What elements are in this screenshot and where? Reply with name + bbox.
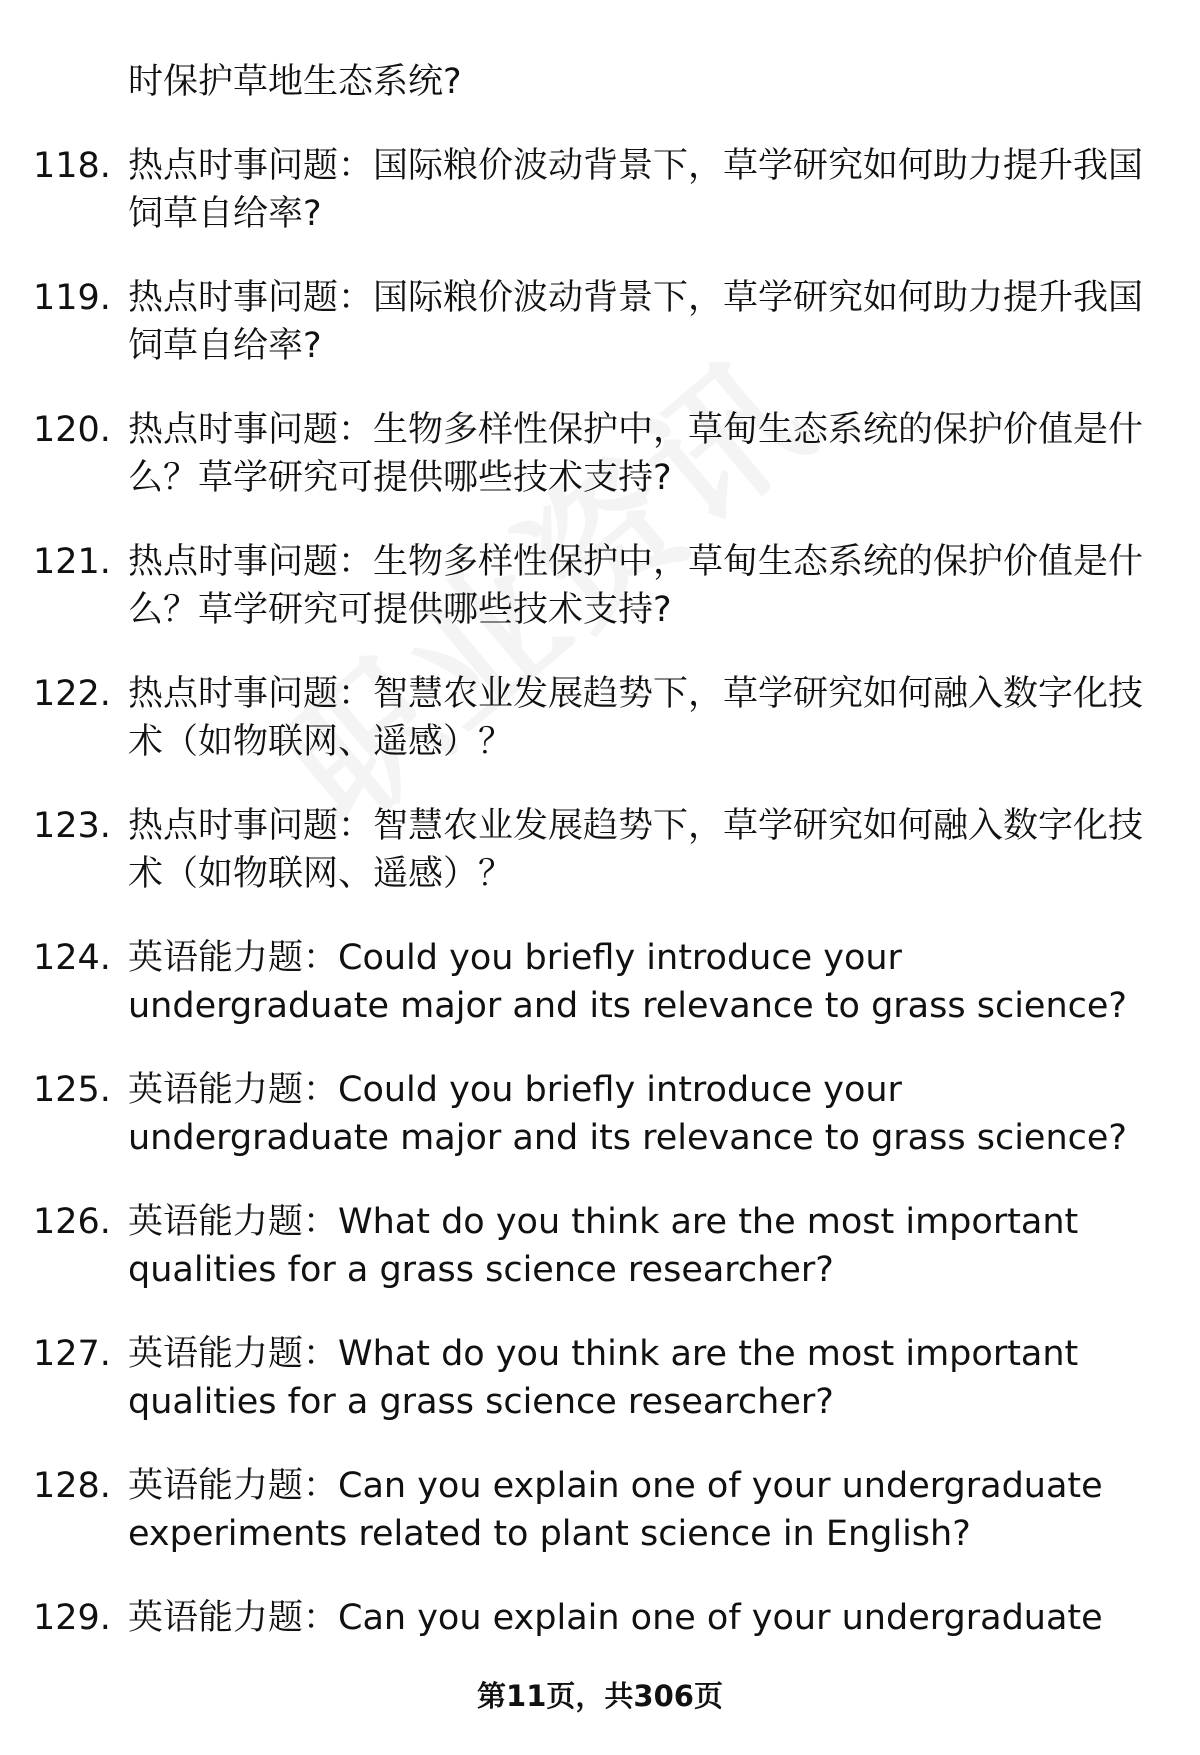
question-text: 热点时事问题：生物多样性保护中，草甸生态系统的保护价值是什么？草学研究可提供哪些技术支持?	[128, 542, 1144, 630]
question-number: 127.	[33, 1334, 111, 1374]
question-item	[0, 538, 1200, 670]
question-text: 英语能力题：What do you think are the most important qualities for a grass science researcher?	[128, 1202, 1079, 1290]
question-item	[0, 1462, 1200, 1594]
question-number: 120.	[33, 410, 111, 450]
question-text: 英语能力题：Can you explain one of your undergraduate experiments related to plant science in English?	[128, 1466, 1103, 1554]
question-item	[0, 274, 1200, 406]
question-text: 热点时事问题：智慧农业发展趋势下，草学研究如何融入数字化技术（如物联网、遥感）？	[128, 806, 1144, 894]
question-item	[0, 1330, 1200, 1462]
question-number: 119.	[33, 278, 111, 318]
question-number: 126.	[33, 1202, 111, 1242]
continued-question-text: 时保护草地生态系统?	[128, 62, 462, 102]
question-item	[0, 934, 1200, 1066]
question-text: 英语能力题：Can you explain one of your undergraduate	[128, 1598, 1103, 1638]
question-number: 129.	[33, 1598, 111, 1638]
question-text: 热点时事问题：国际粮价波动背景下，草学研究如何助力提升我国饲草自给率?	[128, 278, 1144, 366]
question-item	[0, 802, 1200, 934]
question-number: 121.	[33, 542, 111, 582]
question-number: 123.	[33, 806, 111, 846]
question-text: 英语能力题：Could you briefly introduce your undergraduate major and its relevance to grass science?	[128, 1070, 1127, 1158]
question-item	[0, 1198, 1200, 1330]
question-number: 118.	[33, 146, 111, 186]
question-text: 英语能力题：Could you briefly introduce your undergraduate major and its relevance to grass science?	[128, 938, 1127, 1026]
page-footer: 第11页，共306页	[477, 1679, 723, 1713]
question-item	[0, 142, 1200, 274]
question-text: 英语能力题：What do you think are the most important qualities for a grass science researcher?	[128, 1334, 1079, 1422]
question-number: 125.	[33, 1070, 111, 1110]
question-list	[0, 142, 1200, 1726]
question-text: 热点时事问题：生物多样性保护中，草甸生态系统的保护价值是什么？草学研究可提供哪些技术支持?	[128, 410, 1144, 498]
question-number: 128.	[33, 1466, 111, 1506]
question-text: 热点时事问题：国际粮价波动背景下，草学研究如何助力提升我国饲草自给率?	[128, 146, 1144, 234]
question-text: 热点时事问题：智慧农业发展趋势下，草学研究如何融入数字化技术（如物联网、遥感）？	[128, 674, 1144, 762]
question-number: 122.	[33, 674, 111, 714]
question-item	[0, 670, 1200, 802]
question-item	[0, 1066, 1200, 1198]
question-number: 124.	[33, 938, 111, 978]
question-item	[0, 406, 1200, 538]
